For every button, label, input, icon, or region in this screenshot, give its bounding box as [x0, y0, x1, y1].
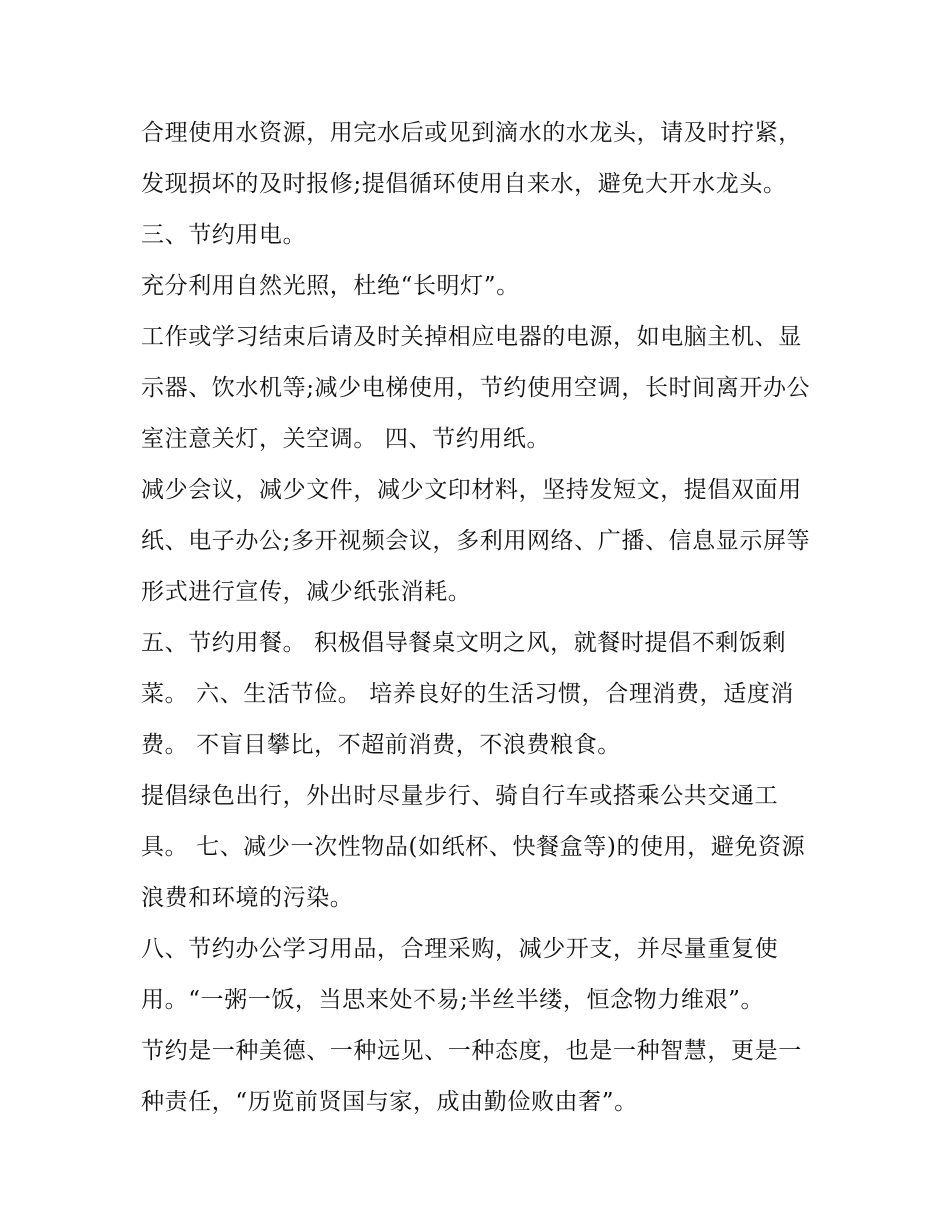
- paragraph-natural-light: 充分利用自然光照，杜绝“长明灯”。: [141, 273, 520, 299]
- paragraph-paper: 减少会议，减少文件，减少文印材料，坚持发短文，提倡双面用纸、电子办公;多开视频会议，多利用网络、广播、信息显示屏等形式进行宣传，减少纸张消耗。: [141, 477, 811, 605]
- paragraph-office-supplies: 八、节约办公学习用品，合理采购，减少开支，并尽量重复使用。“一粥一饭，当思来处不易;半丝半缕，恒念物力维艰”。: [141, 936, 779, 1013]
- paragraph-green-travel: 提倡绿色出行，外出时尽量步行、骑自行车或搭乘公共交通工具。 七、减少一次性物品(如纸杯、快餐盒等)的使用，避免资源浪费和环境的污染。: [141, 783, 806, 911]
- paragraph-meals-frugality: 五、节约用餐。 积极倡导餐桌文明之风，就餐时提倡不剩饭剩菜。 六、生活节俭。 培养良好的生活习惯，合理消费，适度消费。 不盲目攀比，不超前消费，不浪费粮食。: [141, 630, 795, 758]
- document-body: [141, 108, 821, 1128]
- paragraph-electricity: 工作或学习结束后请及时关掉相应电器的电源，如电脑主机、显示器、饮水机等;减少电梯使用，节约使用空调，长时间离开办公室注意关灯，关空调。 四、节约用纸。: [141, 324, 811, 452]
- paragraph-conclusion: 节约是一种美德、一种远见、一种态度，也是一种智慧，更是一种责任，“历览前贤国与家，成由勤俭败由奢”。: [141, 1038, 802, 1115]
- paragraph-water: 合理使用水资源，用完水后或见到滴水的水龙头，请及时拧紧，发现损坏的及时报修;提倡循环使用自来水，避免大开水龙头。 三、节约用电。: [141, 120, 802, 248]
